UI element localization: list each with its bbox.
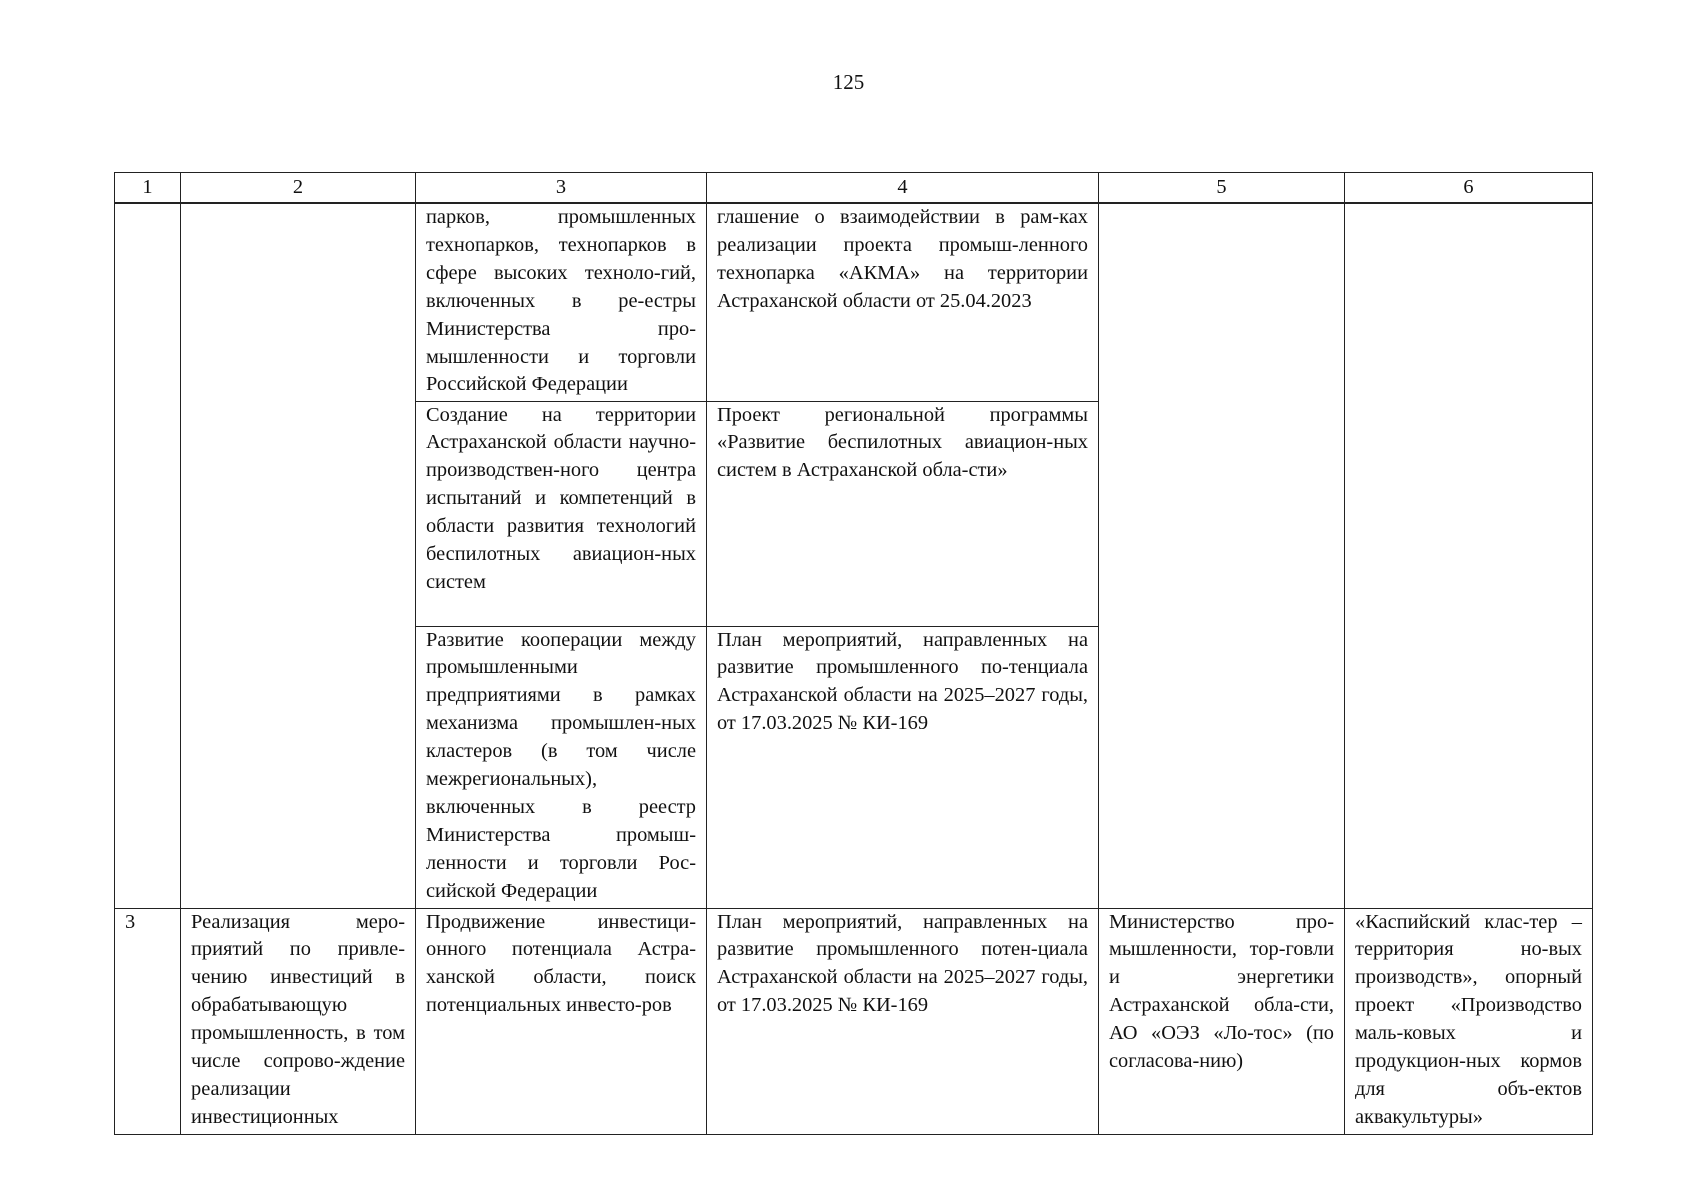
column-number-3: 3 [416,173,707,204]
column-number-1: 1 [115,173,181,204]
event-description-text: Развитие кооперации между промышленными предприятиями в рамках механизма промышлен-ных кластеров (в том числе межрегиональных), включенных в реестр Министерства промыш-ленности и торговли Рос-сийской Федерации [426,628,696,902]
measure-name-text: Реализация меро-приятий по привле-чению инвестиций в обрабатывающую промышленность, в том числе сопрово-ждение реализации инвестиционных [191,910,405,1128]
cell-document-reference [707,401,1099,626]
cell-event-description [416,401,707,626]
cell-responsible-continued [1099,203,1345,908]
cell-responsible-executor [1099,908,1345,1134]
column-number-6: 6 [1345,173,1593,204]
table-row [115,908,1593,1134]
table-row [115,203,1593,401]
cell-event-description [416,626,707,908]
cell-project-link [1345,908,1593,1134]
measures-table [114,172,1593,1135]
project-link-text: «Каспийский клас-тер – территория но-вых производств», опорный проект «Производство маль-ковых и продукцион-ных кормов для объ-ектов аквакультуры» [1355,910,1582,1128]
document-reference-text: План мероприятий, направленных на развитие промышленного по-тенциала Астраханской области на 2025–2027 годы, от 17.03.2025 № КИ-169 [717,628,1088,735]
event-description-text: Продвижение инвестици-онного потенциала Астра-ханской области, поиск потенциальных инвесто-ров [426,910,696,1017]
cell-document-reference [707,203,1099,401]
cell-event-description [416,203,707,401]
document-reference-text: План мероприятий, направленных на развитие промышленного потен-циала Астраханской области на 2025–2027 годы, от 17.03.2025 № КИ-169 [717,910,1088,1017]
event-description-text: Создание на территории Астраханской области научно-производствен-ного центра испытаний и компетенций в области развития технологий беспилотных авиацион-ных систем [426,403,696,593]
page-number: 125 [832,70,865,94]
cell-row-number: 3 [115,908,181,1134]
column-number-2: 2 [181,173,416,204]
column-number-5: 5 [1099,173,1345,204]
document-reference-text: глашение о взаимодействии в рам-ках реализации проекта промыш-ленного технопарка «АКМА» на территории Астраханской области от 25.04.2023 [717,206,1088,312]
cell-document-reference [707,908,1099,1134]
column-number-4: 4 [707,173,1099,204]
cell-row-number-continued [115,203,181,908]
cell-measure-name [181,908,416,1134]
event-description-text: парков, промышленных технопарков, технопарков в сфере высоких техноло-гий, включенных в ре-естры Министерства про-мышленности и торговли Российской Федерации [426,206,696,396]
cell-document-reference [707,626,1099,908]
column-number-row [115,173,1593,204]
cell-project-continued [1345,203,1593,908]
responsible-executor-text: Министерство про-мышленности, тор-говли и энергетики Астраханской обла-сти, АО «ОЭЗ «Ло-тос» (по согласова-нию) [1109,910,1334,1073]
cell-measure-name-continued [181,203,416,908]
cell-event-description [416,908,707,1134]
document-reference-text: Проект региональной программы «Развитие беспилотных авиацион-ных систем в Астраханской обла-сти» [717,403,1088,482]
